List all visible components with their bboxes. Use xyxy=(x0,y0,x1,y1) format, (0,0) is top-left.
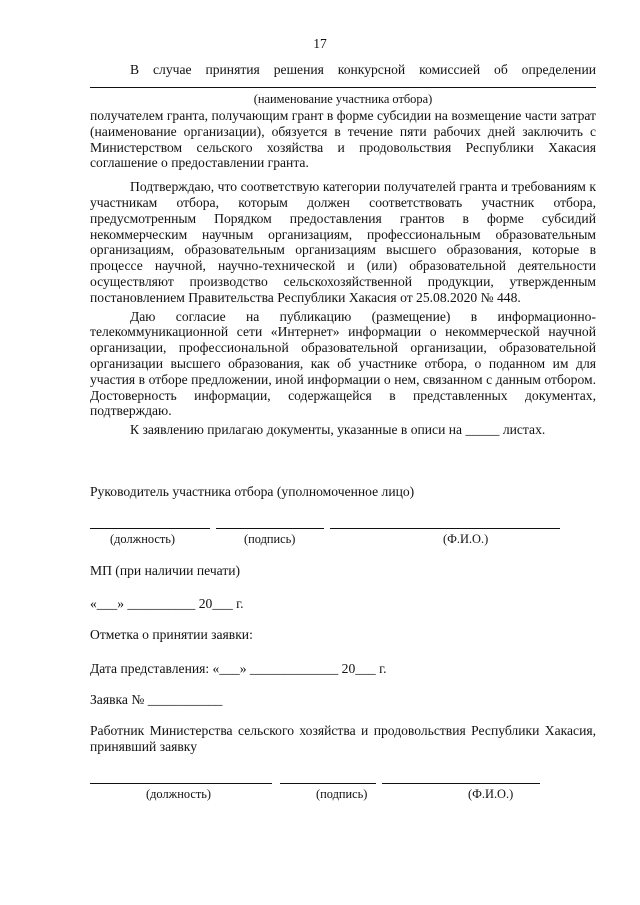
name-line-2 xyxy=(382,783,540,784)
main-text xyxy=(90,108,596,438)
paragraph-attachments: К заявлению прилагаю документы, указанные в описи на _____ листах. xyxy=(130,422,546,438)
name-line-1 xyxy=(330,528,560,529)
signature-line-2 xyxy=(280,783,376,784)
name-caption-1: (Ф.И.О.) xyxy=(443,532,489,546)
paragraph-consent: Даю согласие на публикацию (размещение) в информационно-телекоммуникационной сети «Интернет» информации о некоммерческой научной организации, профессиональной образовательной организации, образовательной организации высшего образования, как об участнике отбора, о поданном им для участия в отборе предложении, иной информации о нем, связанном с данным отбором. Достоверность информации, содержащейся в представленных документах, подтверждаю. xyxy=(90,308,596,419)
position-caption-2: (должность) xyxy=(146,787,212,801)
intro-text: В случае принятия решения конкурсной комиссией об определении xyxy=(130,62,596,77)
application-number: Заявка № ___________ xyxy=(90,692,223,707)
ministry-employee-text: Работник Министерства сельского хозяйства и продовольствия Республики Хакасия, принявший заявку xyxy=(90,723,596,754)
signature-caption-2: (подпись) xyxy=(316,787,368,801)
intro-line xyxy=(90,62,596,78)
acceptance-mark: Отметка о принятии заявки: xyxy=(90,627,253,642)
position-line-2 xyxy=(90,783,272,784)
position-caption-1: (должность) xyxy=(110,532,176,546)
submission-date: Дата представления: «___» _____________ 20___ г. xyxy=(90,661,387,676)
name-caption-2: (Ф.И.О.) xyxy=(468,787,514,801)
position-line-1 xyxy=(90,528,210,529)
participant-name-line xyxy=(90,87,596,88)
participant-caption: (наименование участника отбора) xyxy=(253,92,433,106)
seal-note: МП (при наличии печати) xyxy=(90,563,241,578)
date-line: «___» __________ 20___ г. xyxy=(90,596,244,611)
paragraph-obligation: получателем гранта, получающим грант в форме субсидии на возмещение части затрат (наименование организации), обязуется в течение пяти рабочих дней заключить с Министерством сельского хозяйства и продовольствия Республики Хакасия соглашение о предоставлении гранта. xyxy=(90,108,596,171)
signature-caption-1: (подпись) xyxy=(244,532,296,546)
ministry-employee-block xyxy=(90,723,596,755)
signature-line-1 xyxy=(216,528,324,529)
page-number: 17 xyxy=(313,36,327,51)
paragraph-confirmation: Подтверждаю, что соответствую категории получателей гранта и требованиям к участникам отбора, которым должен соответствовать участник отбора, предусмотренным Порядком предоставления грантов в форме субсидий некоммерческим научным организациям, профессиональным образовательным организациям, образовательным организациям высшего образования, которые в процессе научной, научно-технической и (или) образовательной деятельности осуществляют производство сельскохозяйственной продукции, утвержденным постановлением Правительства Республики Хакасия от 25.08.2020 № 448. xyxy=(90,179,596,305)
head-signatory-label: Руководитель участника отбора (уполномоченное лицо) xyxy=(90,484,415,499)
